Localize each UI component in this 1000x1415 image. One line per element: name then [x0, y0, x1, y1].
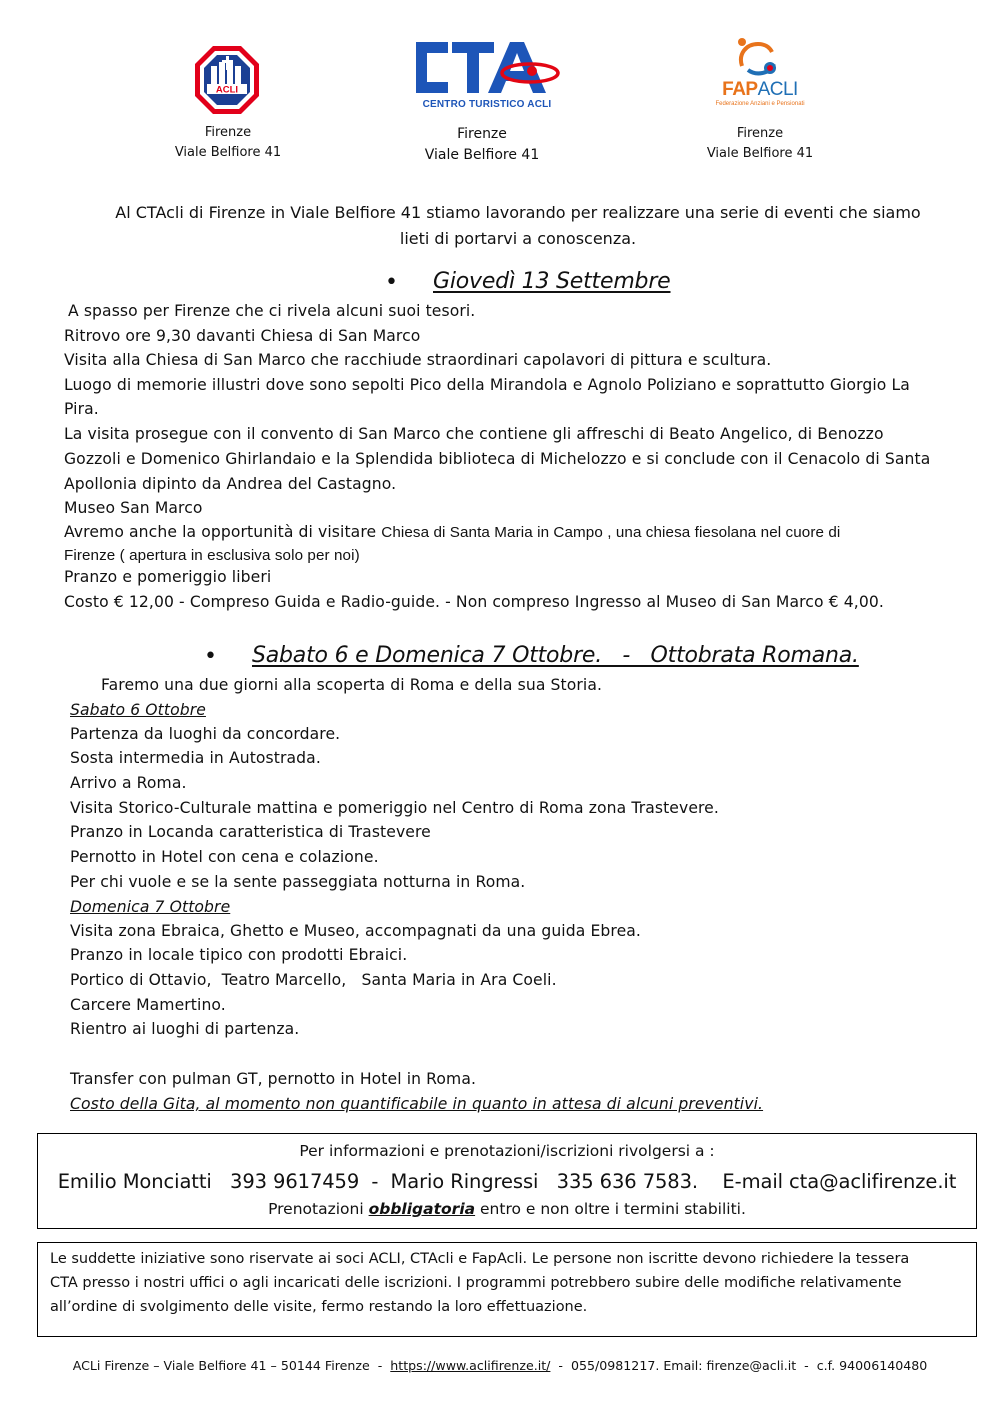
info-line3-a: Prenotazioni: [268, 1200, 369, 1218]
cta-logo: [412, 38, 562, 113]
event1-cost: Costo € 12,00 - Compreso Guida e Radio-guide. - Non compreso Ingresso al Museo di San Marco € 4,00.: [64, 593, 884, 611]
event2-intro: Faremo una due giorni alla scoperta di Roma e della sua Storia.: [101, 676, 603, 694]
acli-logo: [193, 44, 261, 116]
event1-title: Giovedì 13 Settembre: [433, 269, 671, 294]
fapacli-logo-fap: FAP: [722, 79, 758, 100]
event1-line: Apollonia dipinto da Andrea del Castagno.: [64, 475, 397, 493]
fapacli-logo-acli: ACLI: [757, 79, 798, 100]
event1-campo-b: Chiesa di Santa Maria in Campo , una chiesa fiesolana nel cuore di: [381, 524, 841, 541]
info-line3: [38, 1200, 976, 1218]
event2-day2-line: Visita zona Ebraica, Ghetto e Museo, accompagnati da una guida Ebrea.: [70, 922, 641, 940]
intro-text: Al CTAcli di Firenze in Viale Belfiore 41 stiamo lavorando per realizzare una serie di eventi che siamo lieti di portarvi a conoscenza.: [115, 203, 921, 248]
event1-line: La visita prosegue con il convento di San Marco che contiene gli affreschi di Beato Angelico, di Benozzo: [64, 425, 884, 443]
info-line1: Per informazioni e prenotazioni/iscrizioni rivolgersi a :: [299, 1142, 715, 1160]
notice-line: CTA presso i nostri uffici o agli incaricati delle iscrizioni. I programmi potrebbero subire delle modifiche relativamente: [50, 1275, 902, 1291]
fapacli-logo: [712, 36, 808, 112]
event1-line: Ritrovo ore 9,30 davanti Chiesa di San Marco: [64, 327, 421, 345]
event1-bullet: •: [385, 270, 398, 295]
event2-day2-title: Domenica 7 Ottobre: [70, 898, 231, 916]
cta-subtitle: CENTRO TURISTICO ACLI: [422, 99, 552, 110]
event1-line: Luogo di memorie illustri dove sono sepolti Pico della Mirandola e Agnolo Poliziano e soprattutto Giorgio La: [64, 376, 910, 394]
notice-box: [37, 1242, 977, 1337]
event1-line: Gozzoli e Domenico Ghirlandaio e la Splendida biblioteca di Michelozzo e si conclude con il Cenacolo di Santa: [64, 450, 931, 468]
event1-campo-a: Avremo anche la opportunità di visitare: [64, 523, 382, 541]
event2-day2-line: Rientro ai luoghi di partenza.: [70, 1020, 300, 1038]
event2-day2-line: Carcere Mamertino.: [70, 996, 226, 1014]
footer-post: - 055/0981217. Email: firenze@acli.it - c.f. 94006140480: [550, 1358, 928, 1373]
info-obbligatoria: obbligatoria: [368, 1200, 476, 1218]
event1-line: Pira.: [64, 400, 99, 418]
event2-day1-title: Sabato 6 Ottobre: [70, 701, 206, 719]
footer-website-link[interactable]: https://www.aclifirenze.it/: [390, 1358, 551, 1373]
info-box: [37, 1133, 977, 1229]
footer: [0, 1358, 1000, 1373]
fapacli-subtitle: Federazione Anziani e Pensionati: [715, 101, 805, 107]
event2-day1-line: Partenza da luoghi da concordare.: [70, 725, 341, 743]
cta-city: Firenze: [457, 126, 507, 142]
event2-bullet: •: [204, 644, 217, 669]
event2-day1-line: Pernotto in Hotel con cena e colazione.: [70, 848, 379, 866]
fapacli-city: Firenze: [736, 126, 784, 141]
event1-line: Visita alla Chiesa di San Marco che racchiude straordinari capolavori di pittura e scultura.: [64, 351, 772, 369]
footer-pre: ACLi Firenze – Viale Belfiore 41 – 50144 Firenze -: [72, 1358, 391, 1373]
event2-day2-line: Portico di Ottavio, Teatro Marcello, Santa Maria in Ara Coeli.: [70, 971, 557, 989]
fapacli-street: Viale Belfiore 41: [706, 146, 814, 161]
event1-campo-line: [64, 523, 840, 541]
event1-line: A spasso per Firenze che ci rivela alcuni suoi tesori.: [68, 302, 476, 320]
event1-line: Pranzo e pomeriggio liberi: [64, 568, 272, 586]
acli-street: Viale Belfiore 41: [174, 145, 282, 160]
event2-cost: Costo della Gita, al momento non quantificabile in quanto in attesa di alcuni preventivi.: [70, 1095, 764, 1113]
info-line3-c: entro e non oltre i termini stabiliti.: [475, 1200, 746, 1218]
event1-line: Museo San Marco: [64, 499, 203, 517]
event2-day1-line: Pranzo in Locanda caratteristica di Trastevere: [70, 823, 431, 841]
event2-transfer: Transfer con pulman GT, pernotto in Hotel in Roma.: [70, 1070, 477, 1088]
info-contacts: Emilio Monciatti 393 9617459 - Mario Ringressi 335 636 7583. E-mail cta@aclifirenze.it: [57, 1170, 957, 1193]
event2-day1-line: Visita Storico-Culturale mattina e pomeriggio nel Centro di Roma zona Trastevere.: [70, 799, 719, 817]
acli-address: [168, 123, 288, 163]
event1-campo-c: Firenze ( apertura in esclusiva solo per noi): [64, 547, 360, 564]
event2-title: Sabato 6 e Domenica 7 Ottobre. - Ottobrata Romana.: [252, 643, 859, 668]
event2-day1-line: Arrivo a Roma.: [70, 774, 187, 792]
event2-day1-line: Per chi vuole e se la sente passeggiata notturna in Roma.: [70, 873, 526, 891]
cta-street: Viale Belfiore 41: [424, 147, 540, 163]
cta-address: [422, 124, 542, 166]
notice-line: Le suddette iniziative sono riservate ai soci ACLI, CTAcli e FapAcli. Le persone non iscritte devono richiedere la tessera: [50, 1251, 910, 1267]
event2-day2-line: Pranzo in locale tipico con prodotti Ebraici.: [70, 946, 408, 964]
event2-day1-line: Sosta intermedia in Autostrada.: [70, 749, 321, 767]
acli-city: Firenze: [204, 125, 252, 140]
acli-logo-text: ACLI: [215, 84, 239, 96]
fapacli-address: [700, 124, 820, 164]
notice-line: all’ordine di svolgimento delle visite, fermo restando la loro effettuazione.: [50, 1299, 588, 1315]
